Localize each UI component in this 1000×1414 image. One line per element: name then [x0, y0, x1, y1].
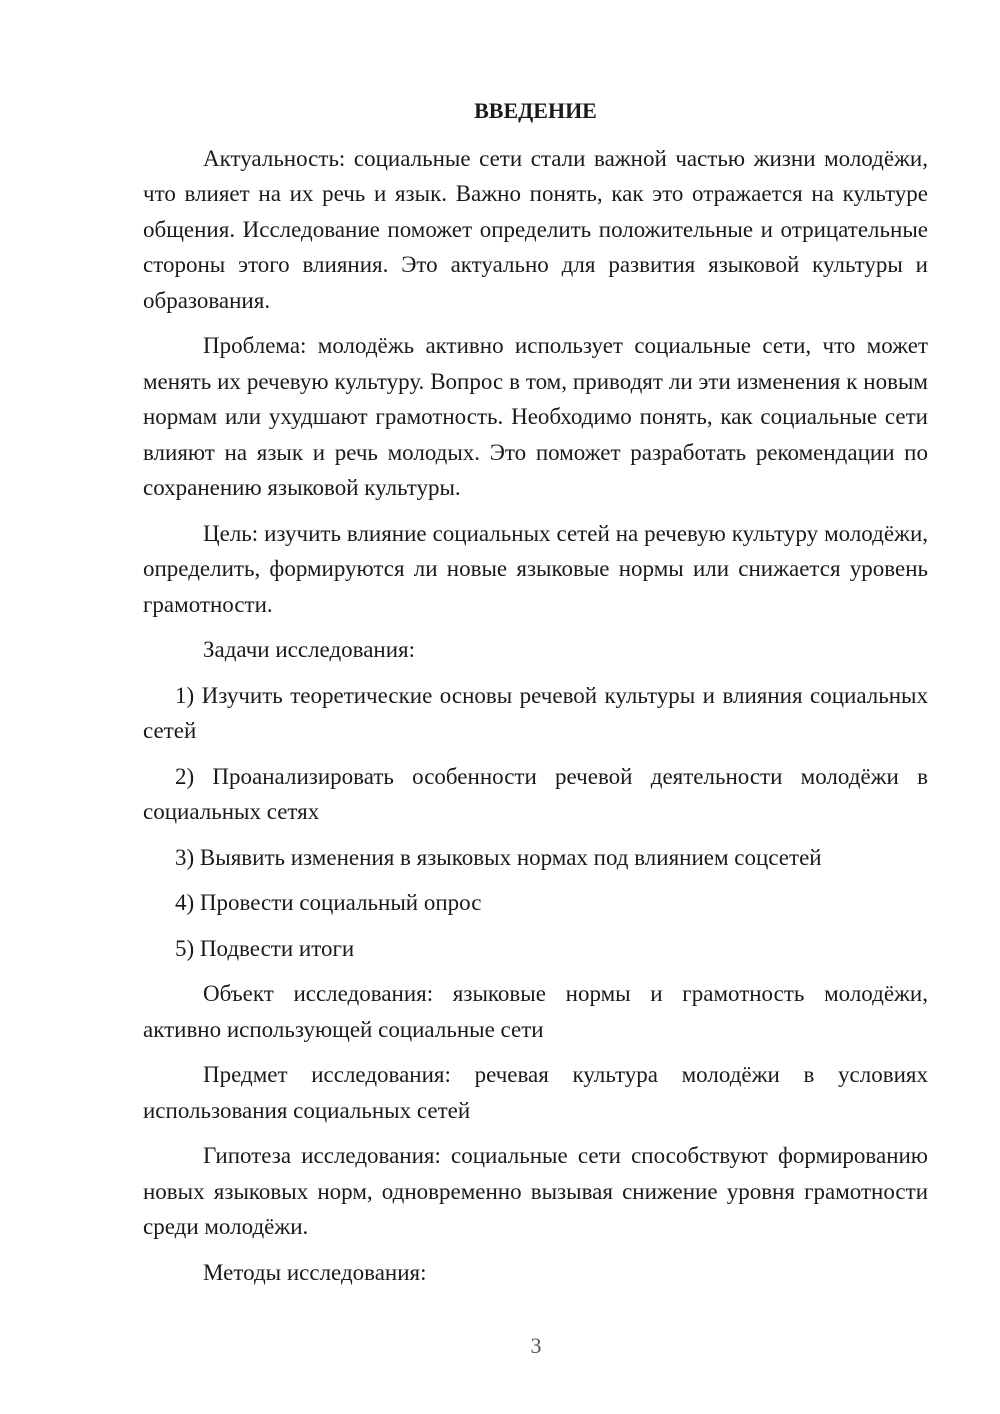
problem-paragraph: Проблема: молодёжь активно использует социальные сети, что может менять их речевую культуру. Вопрос в том, приводят ли эти изменения к новым нормам или ухудшают грамотность. Необходимо понять, как социальные сети влияют на язык и речь молодых. Это поможет разработать рекомендации по сохранению языковой культуры. — [143, 333, 928, 500]
task-item: 2) Проанализировать особенности речевой деятельности молодёжи в социальных сетях — [143, 763, 928, 824]
subject-paragraph: Предмет исследования: речевая культура молодёжи в условиях использования социальных сетей — [143, 1062, 928, 1123]
tasks-heading: Задачи исследования: — [203, 637, 416, 662]
goal-paragraph: Цель: изучить влияние социальных сетей на речевую культуру молодёжи, определить, формируются ли новые языковые нормы или снижается уровень грамотности. — [143, 520, 928, 617]
task-item: 3) Выявить изменения в языковых нормах под влиянием соцсетей — [175, 844, 822, 870]
task-item: 1) Изучить теоретические основы речевой культуры и влияния социальных сетей — [143, 682, 928, 743]
hypothesis-paragraph: Гипотеза исследования: социальные сети способствуют формированию новых языковых норм, одновременно вызывая снижение уровня грамотности среди молодёжи. — [143, 1143, 928, 1239]
document-page — [143, 93, 928, 1300]
task-item: 5) Подвести итоги — [175, 935, 355, 961]
object-paragraph: Объект исследования: языковые нормы и грамотность молодёжи, активно использующей социальные сети — [143, 981, 928, 1042]
page-number: 3 — [530, 1333, 542, 1358]
page-title: ВВЕДЕНИЕ — [474, 98, 597, 123]
methods-heading: Методы исследования: — [203, 1259, 427, 1285]
task-item: 4) Провести социальный опрос — [175, 890, 482, 915]
relevance-paragraph: Актуальность: социальные сети стали важной частью жизни молодёжи, что влияет на их речь и язык. Важно понять, как это отражается на культуре общения. Исследование поможет определить положительные и отрицательные стороны этого влияния. Это актуально для развития языковой культуры и образования. — [143, 145, 928, 313]
